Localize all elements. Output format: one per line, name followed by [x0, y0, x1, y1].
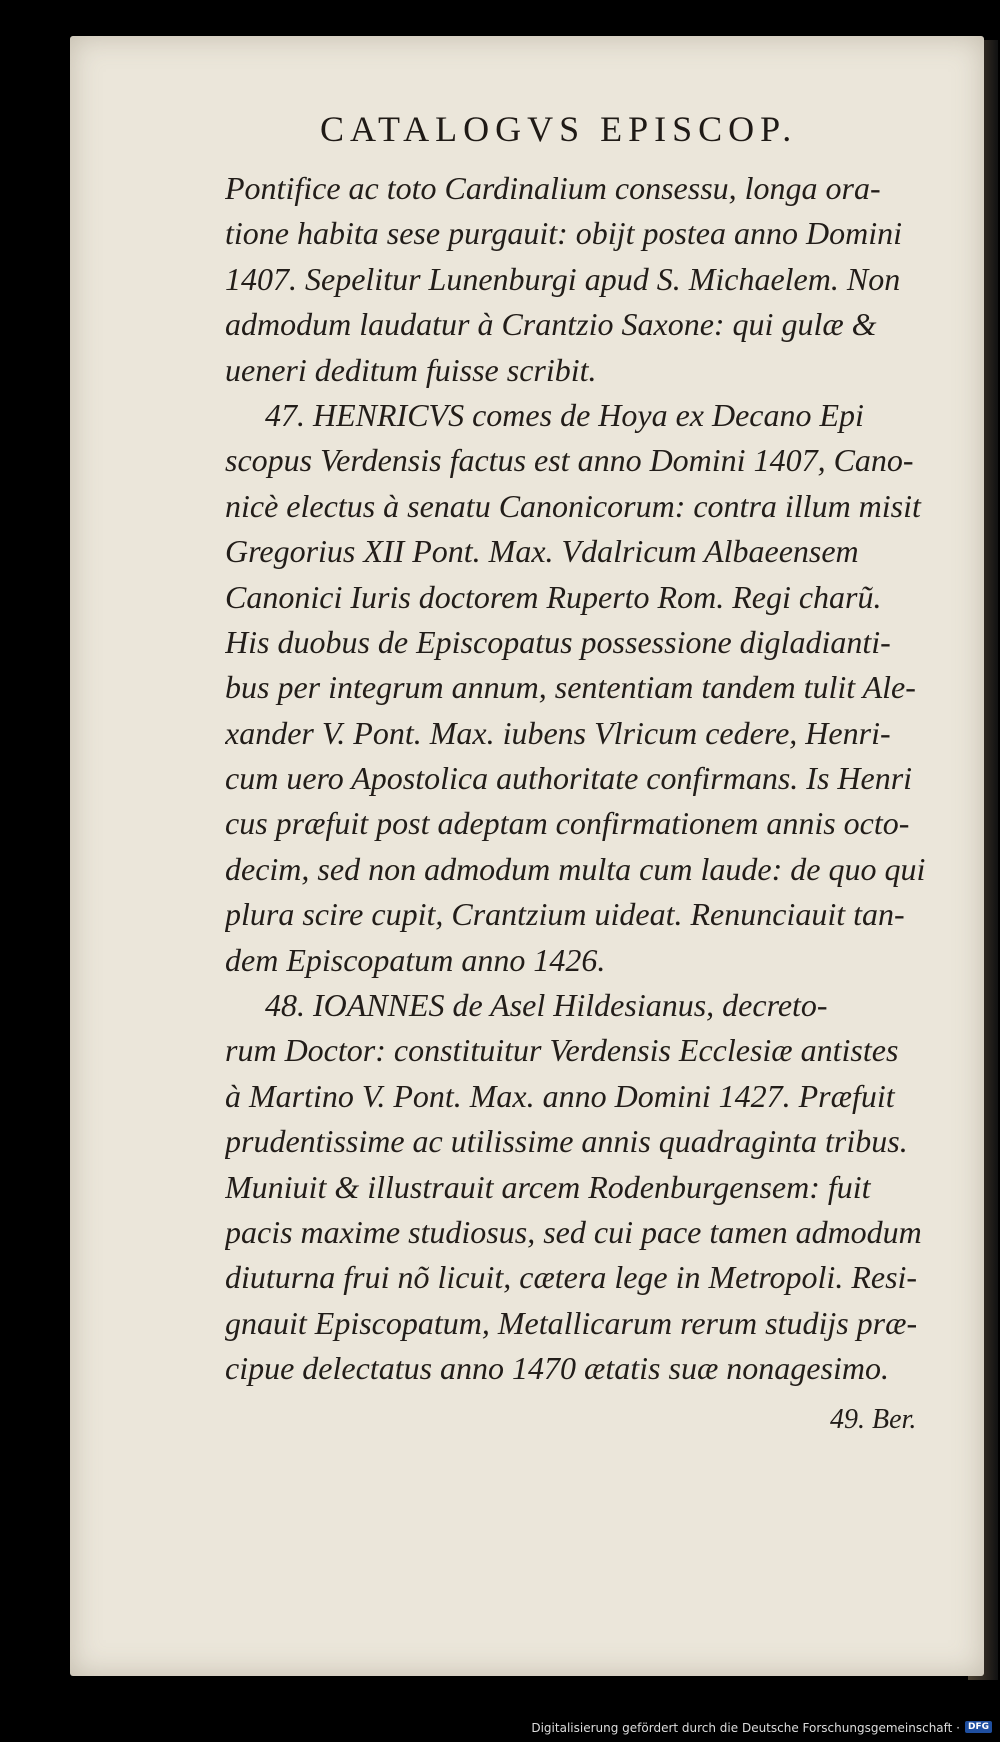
text-line: Muniuit & illustrauit arcem Rodenburgensem: fuit — [225, 1168, 871, 1205]
text-line: prudentissime ac utilissime annis quadraginta tribus. — [225, 1123, 908, 1160]
text-line: 1407. Sepelitur Lunenburgi apud S. Michaelem. Non — [225, 260, 901, 297]
text-line: cus præfuit post adeptam confirmationem annis octo- — [225, 805, 910, 842]
text-line: Pontifice ac toto Cardinalium consessu, longa ora- — [225, 170, 881, 206]
footer-bar — [0, 1716, 1000, 1742]
text-line: diuturna frui nõ licuit, cætera lege in Metropoli. Resi- — [225, 1259, 918, 1296]
dfg-logo-icon: DFG — [965, 1721, 992, 1733]
text-line: nicè electus à senatu Canonicorum: contra illum misit — [225, 487, 921, 524]
text-line: scopus Verdensis factus est anno Domini 1407, Cano- — [225, 442, 914, 479]
text-line: dem Episcopatum anno 1426. — [225, 941, 606, 978]
text-line: Canonici Iuris doctorem Ruperto Rom. Regi charũ. — [225, 578, 882, 615]
text-line: decim, sed non admodum multa cum laude: de quo qui — [225, 850, 926, 887]
text-line: xander V. Pont. Max. iubens Vlricum cedere, Henri- — [225, 714, 891, 751]
funding-notice: Digitalisierung gefördert durch die Deutsche Forschungsgemeinschaft · — [531, 1721, 960, 1735]
text-line: rum Doctor: constituitur Verdensis Ecclesiæ antistes — [225, 1032, 899, 1069]
text-line: admodum laudatur à Crantzio Saxone: qui gulæ & — [225, 306, 877, 343]
text-line: cum uero Apostolica authoritate confirmans. Is Henri — [225, 760, 913, 797]
body-text — [225, 166, 955, 1392]
text-line: cipue delectatus anno 1470 ætatis suæ nonagesimo. — [225, 1350, 889, 1387]
text-line: gnauit Episcopatum, Metallicarum rerum studijs præ- — [225, 1304, 918, 1341]
text-line: His duobus de Episcopatus possessione digladianti- — [225, 623, 891, 660]
running-header: CATALOGVS EPISCOP. — [320, 109, 798, 149]
text-line: 48. IOANNES de Asel Hildesianus, decreto- — [265, 987, 828, 1024]
text-line: 47. HENRICVS comes de Hoya ex Decano Epi — [265, 396, 864, 433]
text-line: ueneri deditum fuisse scribit. — [225, 351, 597, 388]
text-line: plura scire cupit, Crantzium uideat. Renunciauit tan- — [225, 896, 905, 933]
text-line: à Martino V. Pont. Max. anno Domini 1427. Præfuit — [225, 1077, 895, 1114]
text-line: Gregorius XII Pont. Max. Vdalricum Albaeensem — [225, 533, 859, 570]
text-line: bus per integrum annum, sententiam tandem tulit Ale- — [225, 669, 916, 706]
catchword: 49. Ber. — [830, 1404, 917, 1435]
text-line: pacis maxime studiosus, sed cui pace tamen admodum — [225, 1213, 922, 1250]
text-line: tione habita sese purgauit: obijt postea anno Domini — [225, 215, 902, 252]
